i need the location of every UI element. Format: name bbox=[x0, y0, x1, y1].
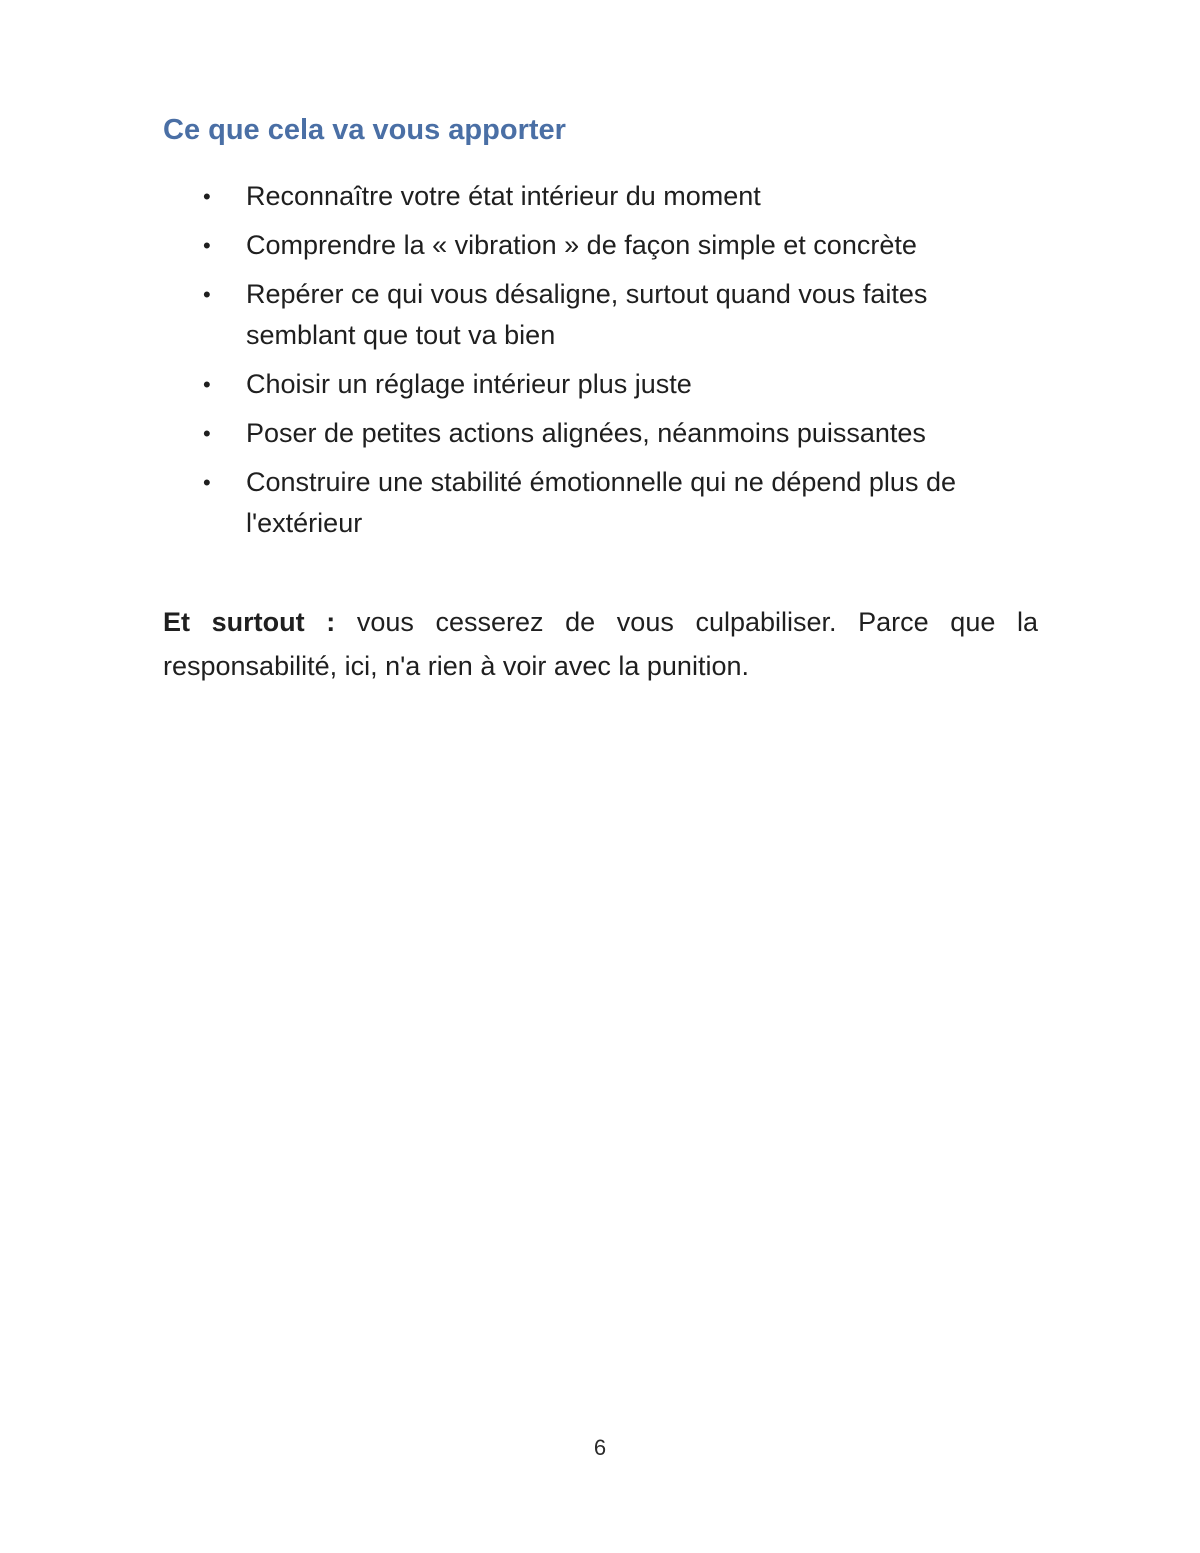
list-item-text: Reconnaître votre état intérieur du moment bbox=[246, 181, 761, 211]
list-item-text: Choisir un réglage intérieur plus juste bbox=[246, 369, 692, 399]
list-item bbox=[163, 462, 1038, 544]
list-item bbox=[163, 176, 1038, 217]
conclusion-paragraph bbox=[163, 600, 1038, 688]
list-item bbox=[163, 274, 1038, 356]
bullet-icon: • bbox=[203, 372, 211, 397]
list-item-text: Comprendre la « vibration » de façon simple et concrète bbox=[246, 230, 917, 260]
bullet-icon: • bbox=[203, 233, 211, 258]
conclusion-lead: Et surtout : bbox=[163, 607, 336, 637]
list-item-text: Construire une stabilité émotionnelle qui ne dépend plus de l'extérieur bbox=[246, 467, 956, 538]
bullet-icon: • bbox=[203, 184, 211, 209]
list-item bbox=[163, 364, 1038, 405]
list-item bbox=[163, 413, 1038, 454]
conclusion-text: vous cesserez de vous culpabiliser. Parce que la responsabilité, ici, n'a rien à voir avec la punition. bbox=[163, 607, 1038, 681]
bullet-icon: • bbox=[203, 421, 211, 446]
benefits-list bbox=[163, 176, 1038, 552]
section-heading: Ce que cela va vous apporter bbox=[163, 114, 566, 146]
bullet-icon: • bbox=[203, 282, 211, 307]
list-item bbox=[163, 225, 1038, 266]
bullet-icon: • bbox=[203, 470, 211, 495]
page-number: 6 bbox=[593, 1435, 607, 1460]
list-item-text: Poser de petites actions alignées, néanmoins puissantes bbox=[246, 418, 926, 448]
list-item-text: Repérer ce qui vous désaligne, surtout quand vous faites semblant que tout va bien bbox=[246, 279, 928, 350]
